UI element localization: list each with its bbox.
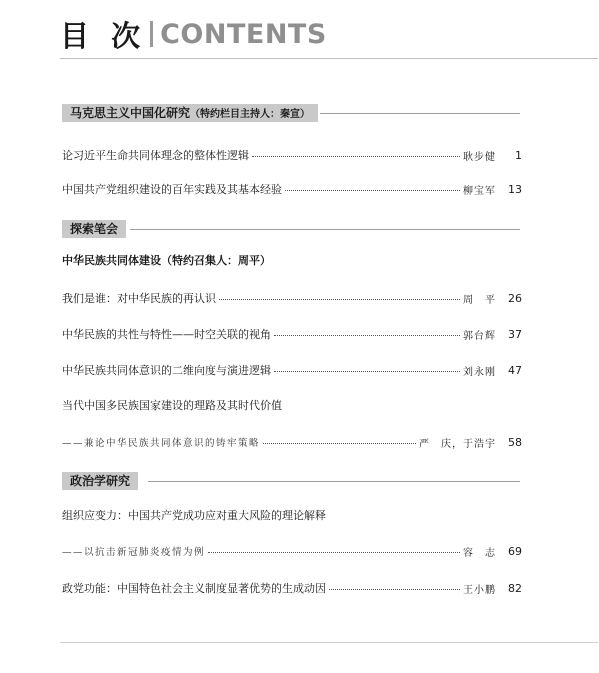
section-label-2: 探索笔会: [62, 220, 126, 238]
dot-leader: [285, 189, 460, 191]
entry-main-title[interactable]: 组织应变力：中国共产党成功应对重大风险的理论解释: [62, 509, 326, 522]
section-label-3: 政治学研究: [62, 472, 138, 490]
entry-main-title[interactable]: 当代中国多民族国家建设的理路及其时代价值: [62, 399, 282, 412]
dot-leader: [208, 551, 460, 553]
toc-entry[interactable]: ——兼论中华民族共同体意识的铸牢策略 严 庆，于浩宇 58: [62, 435, 522, 450]
dot-leader: [263, 442, 416, 444]
dot-leader: [329, 588, 460, 590]
section-label-1: 马克思主义中国化研究（特约栏目主持人：秦宣）: [62, 104, 318, 122]
contents-header: [60, 14, 327, 54]
dot-leader: [219, 298, 460, 300]
group-title: 中华民族共同体建设（特约召集人：周平）: [62, 254, 271, 267]
section-header-1: [62, 104, 522, 122]
title-divider: [150, 21, 153, 47]
toc-entry[interactable]: 论习近平生命共同体理念的整体性逻辑 耿步健 1: [62, 148, 522, 163]
toc-entry[interactable]: 政党功能：中国特色社会主义制度显著优势的生成动因 王小鹏 82: [62, 581, 522, 596]
toc-entry[interactable]: ——以抗击新冠肺炎疫情为例 容 志 69: [62, 544, 522, 559]
header-rule: [60, 58, 598, 59]
section-header-2: [62, 220, 522, 238]
dot-leader: [252, 155, 460, 157]
footer-rule: [60, 642, 598, 643]
dot-leader: [274, 334, 460, 336]
section-rule-3: [148, 481, 520, 482]
dot-leader: [274, 370, 460, 372]
section-header-3: [62, 472, 522, 490]
section-rule-2: [130, 229, 520, 230]
toc-entry[interactable]: 我们是谁：对中华民族的再认识 周 平 26: [62, 291, 522, 306]
contents-title-en: CONTENTS: [160, 18, 327, 50]
toc-entry[interactable]: 中华民族的共性与特性——时空关联的视角 郭台辉 37: [62, 327, 522, 342]
toc-entry[interactable]: 中国共产党组织建设的百年实践及其基本经验 柳宝军 13: [62, 182, 522, 197]
contents-title-zh: 目 次: [60, 18, 147, 53]
toc-entry[interactable]: 中华民族共同体意识的二维向度与演进逻辑 刘永刚 47: [62, 363, 522, 378]
section-rule-1: [320, 113, 520, 114]
